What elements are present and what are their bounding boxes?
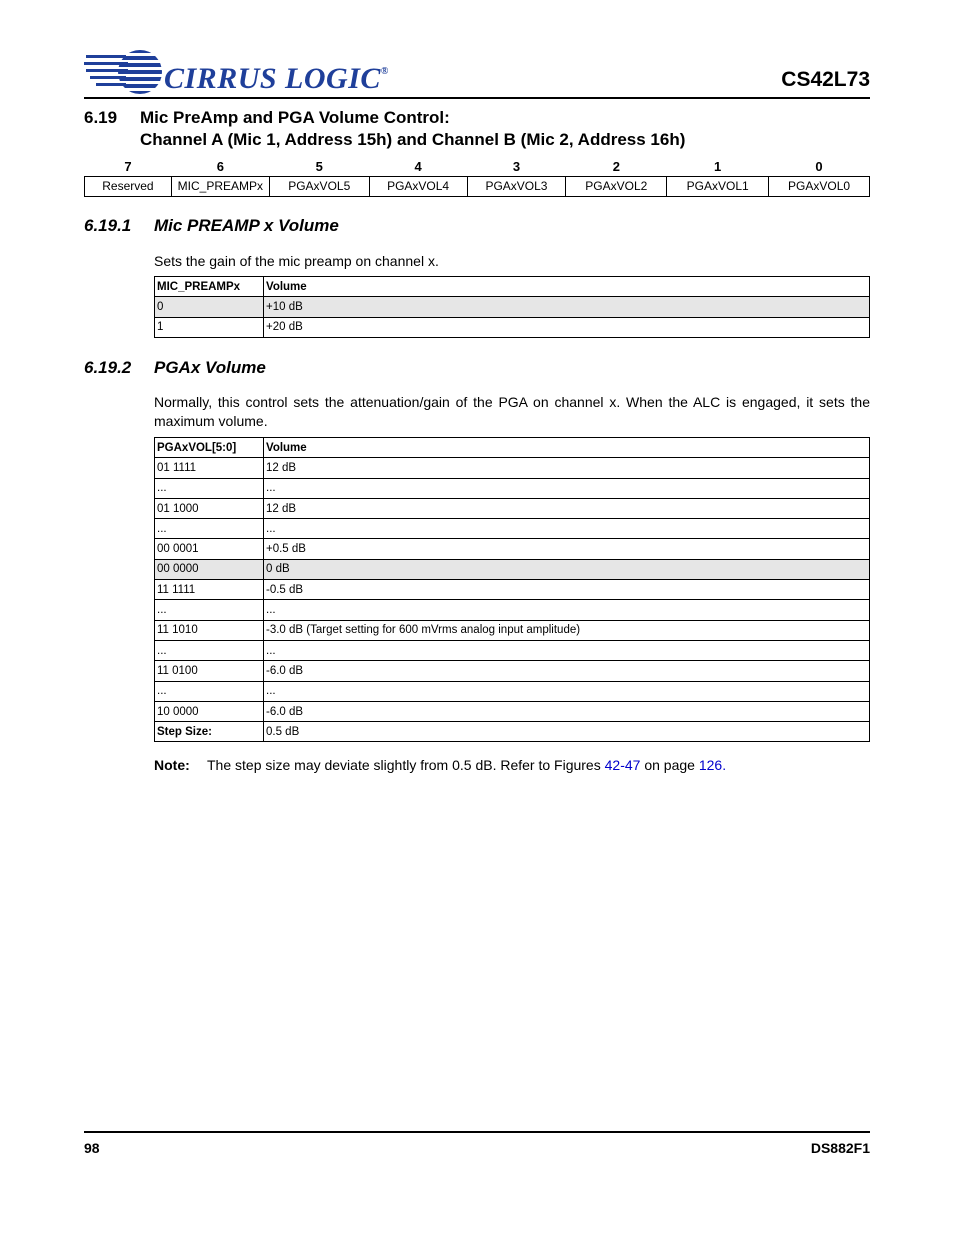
note-label: Note: xyxy=(154,757,190,773)
document-id: CS42L73 xyxy=(781,68,870,91)
preamp-volume-table xyxy=(154,276,870,338)
section-title-line1: Mic PreAmp and PGA Volume Control: xyxy=(140,108,450,127)
setting-cell: 01 1111 xyxy=(155,458,264,478)
bit-number: 1 xyxy=(714,159,722,175)
table-row xyxy=(155,478,870,498)
cirrus-logic-logo xyxy=(84,44,389,100)
volume-cell: -3.0 dB (Target setting for 600 mVrms analog input amplitude) xyxy=(264,620,870,640)
note-period: . xyxy=(722,757,727,773)
column-header: PGAxVOL[5:0] xyxy=(155,438,264,458)
bit-number: 6 xyxy=(216,159,224,175)
volume-cell: -0.5 dB xyxy=(264,580,870,600)
register-bit-map xyxy=(84,158,870,197)
subsection-heading: PGAx Volume xyxy=(154,358,266,377)
table-row xyxy=(155,458,870,478)
bit-name: Reserved xyxy=(85,176,172,196)
table-row xyxy=(155,539,870,559)
document-number: DS882F1 xyxy=(810,1140,870,1156)
bit-name: PGAxVOL2 xyxy=(566,176,667,196)
pga-volume-table xyxy=(154,437,870,742)
setting-cell: ... xyxy=(155,681,264,701)
table-row xyxy=(155,620,870,640)
pga-description: Normally, this control sets the attenuation/gain of the PGA on channel x. When the ALC is engaged, it sets the maximum volume. xyxy=(154,394,870,429)
bit-name-row xyxy=(85,176,870,196)
section-title xyxy=(84,107,685,151)
bit-number-row xyxy=(85,158,870,176)
section-title-line2: Channel A (Mic 1, Address 15h) and Channel B (Mic 2, Address 16h) xyxy=(140,130,686,149)
table-row xyxy=(155,640,870,660)
volume-cell: ... xyxy=(264,640,870,660)
figure-range-dash: - xyxy=(620,757,625,773)
bit-name: PGAxVOL1 xyxy=(667,176,769,196)
setting-cell: 0 xyxy=(155,297,264,317)
column-header: Volume xyxy=(264,277,870,297)
table-row xyxy=(155,498,870,518)
table-row xyxy=(155,297,870,317)
bit-name: PGAxVOL5 xyxy=(269,176,369,196)
setting-cell: 00 0001 xyxy=(155,539,264,559)
footer-rule xyxy=(84,1131,870,1133)
table-header-row xyxy=(155,277,870,297)
table-row xyxy=(155,519,870,539)
bit-number: 2 xyxy=(612,159,620,175)
setting-cell: 1 xyxy=(155,317,264,337)
note-text: on page xyxy=(640,757,699,773)
table-row xyxy=(155,559,870,579)
subsection-heading: Mic PREAMP x Volume xyxy=(154,216,339,235)
volume-cell: ... xyxy=(264,681,870,701)
subsection-number: 6.19.1 xyxy=(84,216,132,235)
section-number: 6.19 xyxy=(84,108,118,127)
step-size-label: Step Size: xyxy=(155,722,264,742)
preamp-description: Sets the gain of the mic preamp on channel x. xyxy=(154,253,439,269)
subsection-title-preamp xyxy=(84,216,339,236)
setting-cell: ... xyxy=(155,640,264,660)
setting-cell: 00 0000 xyxy=(155,559,264,579)
column-header: MIC_PREAMPx xyxy=(155,277,264,297)
bit-name: MIC_PREAMPx xyxy=(171,176,269,196)
table-row xyxy=(155,661,870,681)
setting-cell: ... xyxy=(155,600,264,620)
table-header-row xyxy=(155,438,870,458)
subsection-number: 6.19.2 xyxy=(84,358,132,377)
bit-number: 3 xyxy=(512,159,521,175)
volume-cell: ... xyxy=(264,519,870,539)
bit-name: PGAxVOL0 xyxy=(769,176,870,196)
bit-number: 4 xyxy=(414,159,422,175)
step-size-note xyxy=(154,757,726,773)
bit-number: 7 xyxy=(124,159,132,175)
table-row xyxy=(155,600,870,620)
setting-cell: 10 0000 xyxy=(155,701,264,721)
step-size-row xyxy=(155,722,870,742)
page-reference-link[interactable]: 126 xyxy=(698,757,723,773)
table-row xyxy=(155,701,870,721)
bit-number: 5 xyxy=(315,159,323,175)
volume-cell: +20 dB xyxy=(264,317,870,337)
table-row xyxy=(155,681,870,701)
setting-cell: ... xyxy=(155,478,264,498)
figure-end-link[interactable]: 47 xyxy=(624,757,641,773)
header-rule xyxy=(84,97,870,99)
bit-name: PGAxVOL3 xyxy=(467,176,566,196)
note-text: The step size may deviate slightly from 0.5 dB. Refer to Figures xyxy=(207,757,605,773)
table-row xyxy=(155,580,870,600)
table-row xyxy=(155,317,870,337)
volume-cell: +10 dB xyxy=(264,297,870,317)
subsection-title-pga xyxy=(84,358,266,378)
setting-cell: 11 1111 xyxy=(155,580,264,600)
logo-wordmark: CIRRUS LOGIC® xyxy=(164,62,389,95)
page-number: 98 xyxy=(84,1140,100,1156)
volume-cell: 0 dB xyxy=(264,559,870,579)
volume-cell: ... xyxy=(264,478,870,498)
volume-cell: -6.0 dB xyxy=(264,661,870,681)
bit-name: PGAxVOL4 xyxy=(369,176,467,196)
bit-number: 0 xyxy=(815,159,823,175)
figure-start-link[interactable]: 42 xyxy=(604,757,621,773)
setting-cell: 01 1000 xyxy=(155,498,264,518)
volume-cell: 12 dB xyxy=(264,498,870,518)
volume-cell: +0.5 dB xyxy=(264,539,870,559)
volume-cell: ... xyxy=(264,600,870,620)
step-size-value: 0.5 dB xyxy=(264,722,870,742)
setting-cell: 11 0100 xyxy=(155,661,264,681)
volume-cell: -6.0 dB xyxy=(264,701,870,721)
setting-cell: ... xyxy=(155,519,264,539)
cirrus-logic-swirl-icon xyxy=(84,44,174,100)
column-header: Volume xyxy=(264,438,870,458)
volume-cell: 12 dB xyxy=(264,458,870,478)
setting-cell: 11 1010 xyxy=(155,620,264,640)
